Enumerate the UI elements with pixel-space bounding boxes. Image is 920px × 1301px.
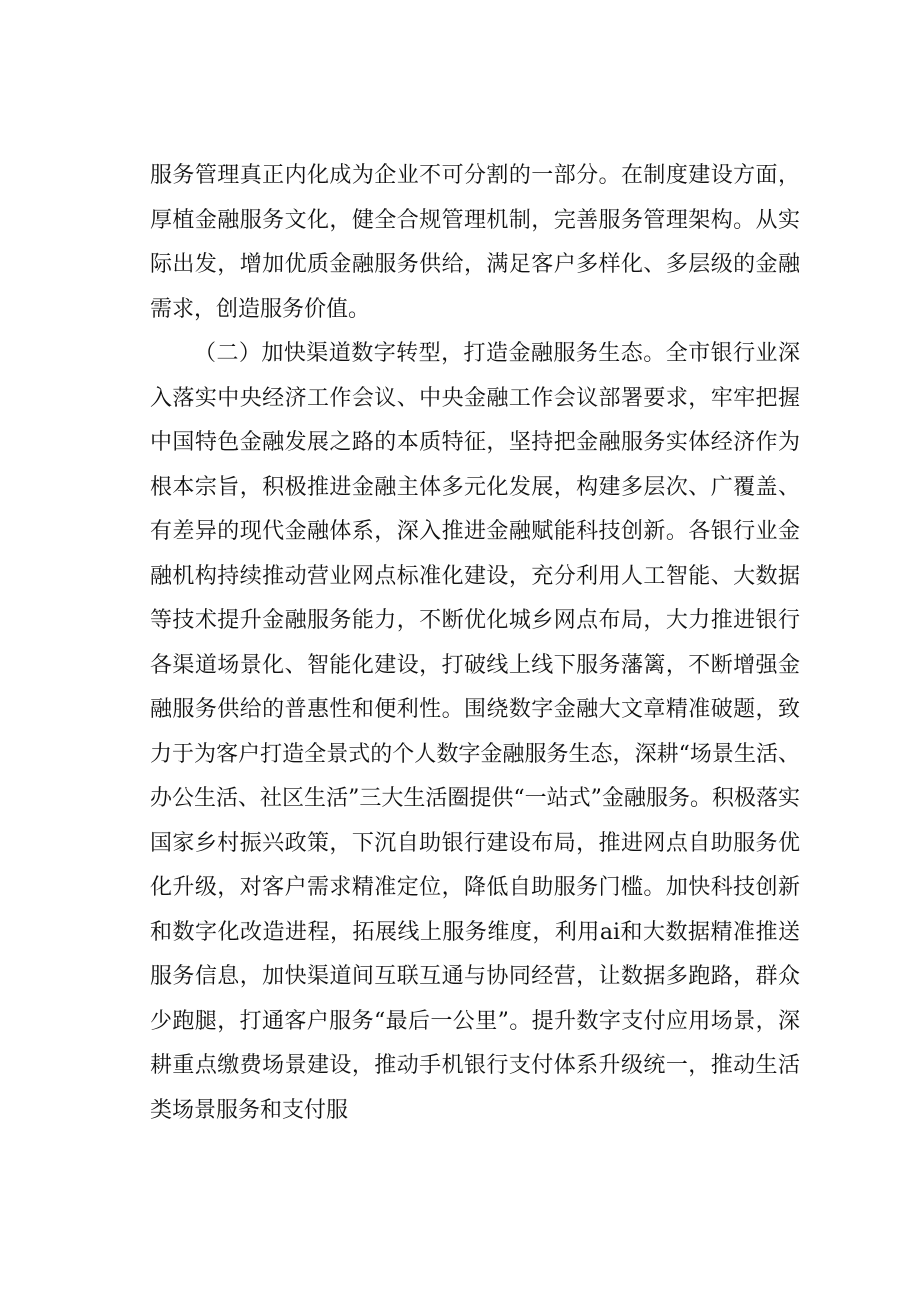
paragraph-section-two: （二）加快渠道数字转型，打造金融服务生态。全市银行业深入落实中央经济工作会议、中央金融工作会议部署要求，牢牢把握中国特色金融发展之路的本质特征，坚持把金融服务实体经济作为根本宗旨，积极推进金融主体多元化发展，构建多层次、广覆盖、有差异的现代金融体系，深入推进金融赋能科技创新。各银行业金融机构持续推动营业网点标准化建设，充分利用人工智能、大数据等技术提升金融服务能力，不断优化城乡网点布局，大力推进银行各渠道场景化、智能化建设，打破线上线下服务藩篱，不断增强金融服务供给的普惠性和便利性。围绕数字金融大文章精准破题，致力于为客户打造全景式的个人数字金融服务生态，深耕“场景生活、办公生活、社区生活”三大生活圈提供“一站式”金融服务。积极落实国家乡村振兴政策，下沉自助银行建设布局，推进网点自助服务优化升级，对客户需求精准定位，降低自助服务门槛。加快科技创新和数字化改造进程，拓展线上服务维度，利用ai和大数据精准推送服务信息，加快渠道间互联互通与协同经营，让数据多跑路，群众少跑腿，打通客户服务“最后一公里”。提升数字支付应用场景，深耕重点缴费场景建设，推动手机银行支付体系升级统一，推动生活类场景服务和支付服 xyxy=(150,341,800,1123)
document-body xyxy=(150,154,800,1133)
paragraph-continuation: 服务管理真正内化成为企业不可分割的一部分。在制度建设方面，厚植金融服务文化，健全合规管理机制，完善服务管理架构。从实际出发，增加优质金融服务供给，满足客户多样化、多层级的金融需求，创造服务价值。 xyxy=(150,163,800,322)
